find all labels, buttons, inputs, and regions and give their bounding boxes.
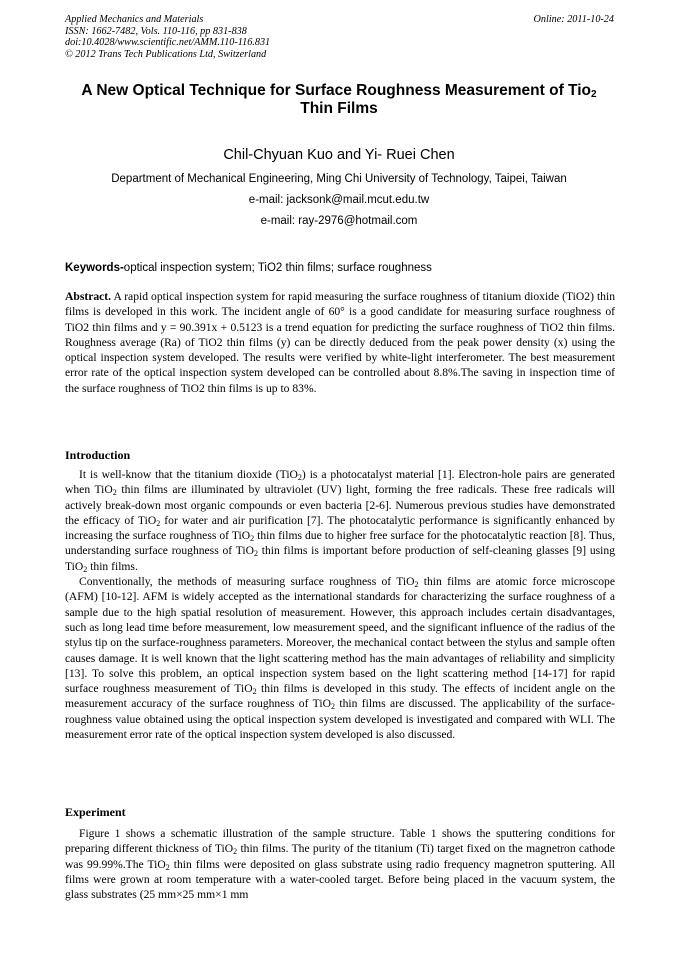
- email-first: e-mail: jacksonk@mail.mcut.edu.tw: [248, 194, 430, 206]
- text-run: It is well-know that the titanium dioxide (TiO: [79, 468, 298, 481]
- text-run: thin films due to higher free surface for the photocatalytic reaction [8]. Thus, understanding surface roughness of TiO: [65, 529, 616, 558]
- text-run: thin films.: [87, 559, 138, 573]
- intro-paragraph-2: [65, 574, 615, 742]
- copyright-line: © 2012 Trans Tech Publications Ltd, Switzerland: [65, 48, 267, 60]
- introduction-body: [65, 467, 615, 742]
- subscript: 2: [83, 564, 88, 574]
- email-second: e-mail: ray-2976@hotmail.com: [260, 215, 418, 227]
- keywords: [65, 261, 615, 275]
- subscript: 2: [250, 534, 255, 544]
- title-subscript: 2: [591, 89, 597, 100]
- introduction-heading: Introduction: [65, 448, 131, 462]
- text-run: thin films are discussed. The applicability of the surface-roughness value obtained using the optical inspection system developed is investigated and compared with WLI. The measurement error rate of the optical inspection system developed is also discussed.: [65, 697, 615, 742]
- text-run: thin films are illuminated by ultraviolet (UV) light, forming the free radicals. These free radicals will actively break-down most organic compounds or even bacteria [2-6]. Numerous previous studies have demonstrated the efficacy of TiO: [65, 483, 615, 527]
- abstract: [65, 289, 615, 396]
- subscript: 2: [252, 687, 257, 697]
- abstract-text: A rapid optical inspection system for rapid measuring the surface roughness of titanium dioxide (TiO2) thin films is developed in this work. The incident angle of 60° is a good candidate for measuring surface roughness of TiO2 thin films and y = 90.391x + 0.5123 is a trend equation for predicting the surface roughness of TiO2 thin films. Roughness average (Ra) of TiO2 thin films (y) can be directly deduced from the peak power density (x) using the optical inspection system developed. The results were verified by white-light interferometer. The best measurement error rate of the optical inspection system developed can be controlled about 8.8%.The saving in inspection time of the surface roughness of TiO2 thin films is up to 83%.: [65, 290, 615, 395]
- subscript: 2: [414, 580, 419, 590]
- text-run: for water and air purification [7]. The photocatalytic performance is significantly enhanced by increasing the surface roughness of TiO: [65, 513, 615, 543]
- subscript: 2: [156, 518, 161, 528]
- text-run: thin films. The purity of the titanium (Ti) target fixed on the magnetron cathode was 99.99%.The TiO: [65, 842, 615, 871]
- journal-name: Applied Mechanics and Materials: [65, 14, 204, 25]
- journal-header: [65, 14, 445, 60]
- experiment-body: [65, 826, 615, 902]
- subscript: 2: [112, 488, 117, 498]
- authors: Chil-Chyuan Kuo and Yi- Ruei Chen: [223, 147, 455, 163]
- text-run: thin films is important before production of self-cleaning glasses [9] using TiO: [65, 544, 615, 573]
- issn-line: ISSN: 1662-7482, Vols. 110-116, pp 831-838: [65, 25, 247, 37]
- subscript: 2: [233, 847, 238, 857]
- keywords-text: optical inspection system; TiO2 thin films; surface roughness: [123, 262, 432, 274]
- text-run: thin films is developed in this study. The effects of incident angle on the measurement accuracy of the surface roughness of TiO: [65, 682, 615, 711]
- intro-paragraph-1: [65, 467, 615, 574]
- experiment-paragraph-1: [65, 826, 615, 902]
- text-run: ) is a photocatalyst material [1]. Electron-hole pairs are generated when TiO: [65, 468, 615, 497]
- text-run: Conventionally, the methods of measuring surface roughness of TiO: [79, 575, 415, 589]
- text-run: Figure 1 shows a schematic illustration of the sample structure. Table 1 shows the sputtering conditions for preparing different thickness of TiO: [65, 827, 615, 856]
- subscript: 2: [330, 702, 335, 712]
- text-run: thin films are atomic force microscope (AFM) [10-12]. AFM is widely accepted as the international standards for characterizing the surface roughness of a sample due to the high spatial resolution of measurement. However, this approach includes certain disadvantages, such as long lead time before measurement, low measurement speed, and the significant influence of the radius of the stylus tip on the surface-roughness parameters. Moreover, the mechanical contact between the stylus and sample often causes damage. It is well known that the light scattering method has the main advantages of reliability and simplicity [13]. To solve this problem, an optical inspection system based on the light scattering method [14-17] for rapid surface roughness measurement of TiO: [65, 575, 615, 696]
- subscript: 2: [297, 473, 302, 482]
- affiliation: Department of Mechanical Engineering, Ming Chi University of Technology, Taipei, Taiwan: [111, 173, 567, 185]
- experiment-heading: Experiment: [65, 805, 126, 819]
- subscript: 2: [253, 549, 258, 559]
- paper-title: [40, 82, 638, 118]
- title-line2: Thin Films: [300, 100, 378, 117]
- text-run: thin films were deposited on glass substrate using radio frequency magnetron sputtering. All films were grown at room temperature with a water-cooled target. Before being placed in the vacuum system, the glass substrates (25 mm×25 mm×1 mm: [65, 857, 615, 902]
- subscript: 2: [165, 862, 170, 872]
- doi-line: doi:10.4028/www.scientific.net/AMM.110-116.831: [65, 37, 271, 48]
- online-date: Online: 2011-10-24: [533, 14, 614, 25]
- keywords-label: Keywords-: [65, 262, 124, 274]
- abstract-label: Abstract.: [65, 290, 112, 303]
- title-line1: A New Optical Technique for Surface Roughness Measurement of Tio: [81, 82, 591, 99]
